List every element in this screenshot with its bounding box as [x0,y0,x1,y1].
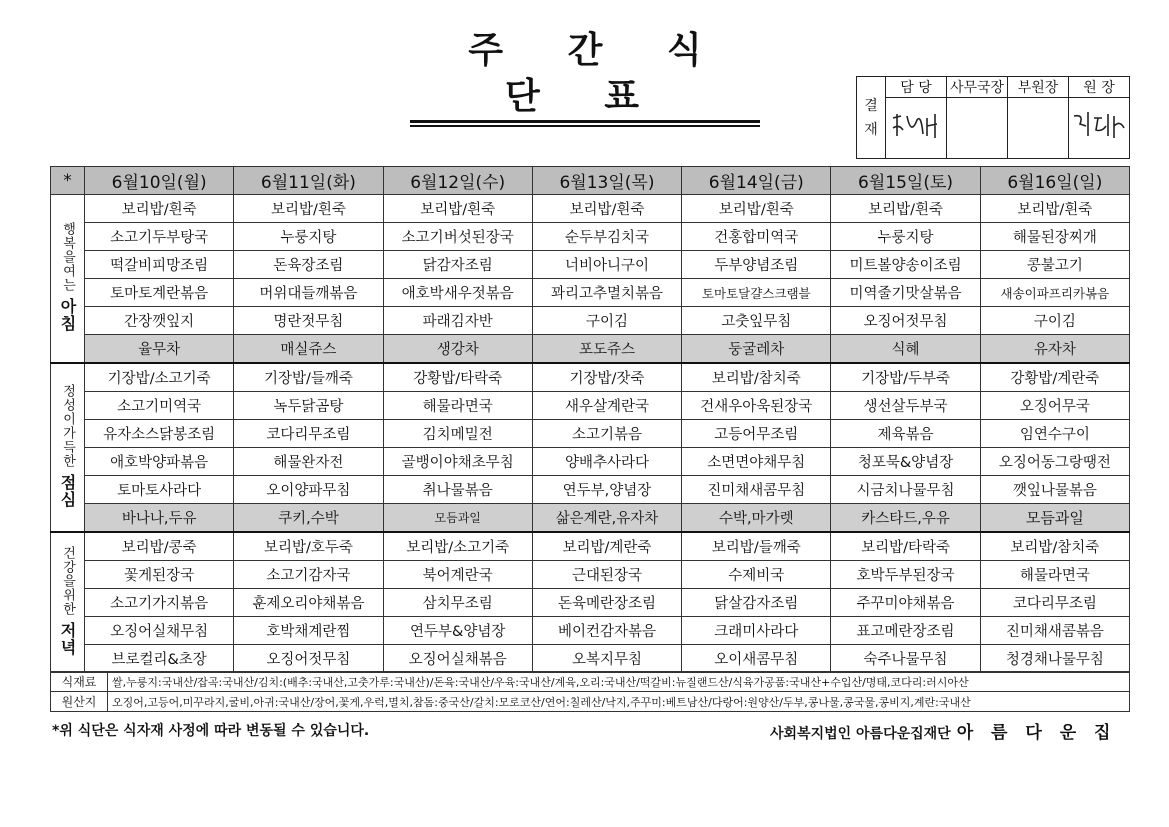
menu-item: 돈육메란장조림 [532,589,681,617]
menu-item: 고등어무조림 [682,420,831,448]
menu-item: 임연수구이 [980,420,1129,448]
snack-item: 모듬과일 [980,504,1129,533]
menu-item: 표고메란장조림 [831,617,980,645]
menu-item: 생선살두부국 [831,392,980,420]
menu-item: 오징어젓무침 [234,645,383,673]
menu-item: 머위대들깨볶음 [234,279,383,307]
organization-name [770,718,1116,743]
menu-item: 기장밥/두부죽 [831,363,980,392]
menu-item: 훈제오리야채볶음 [234,589,383,617]
menu-item: 보리밥/흰죽 [980,195,1129,223]
lunch-label [51,363,85,532]
menu-item: 보리밥/호두죽 [234,532,383,561]
page-title: 주 간 식 단 표 [410,28,760,123]
menu-item: 닭감자조림 [383,251,532,279]
lunch-row [51,476,1130,504]
dinner-row [51,532,1130,561]
menu-item: 토마토달걀스크램블 [682,279,831,307]
menu-item: 보리밥/흰죽 [831,195,980,223]
day-header: 6월15일(토) [831,167,980,195]
menu-item: 돈육장조림 [234,251,383,279]
breakfast-row [51,307,1130,335]
lunch-row [51,448,1130,476]
menu-item: 삼치무조림 [383,589,532,617]
day-header: 6월10일(월) [85,167,234,195]
approval-box [856,76,1130,159]
menu-item: 구이김 [980,307,1129,335]
menu-item: 해물라면국 [383,392,532,420]
snack-item: 수박,마가렛 [682,504,831,533]
menu-item: 청경채나물무침 [980,645,1129,673]
day-header: 6월14일(금) [682,167,831,195]
menu-item: 기장밥/들깨죽 [234,363,383,392]
menu-item: 기장밥/소고기죽 [85,363,234,392]
menu-item: 진미채새콤무침 [682,476,831,504]
dinner-row [51,617,1130,645]
menu-item: 소고기두부탕국 [85,223,234,251]
breakfast-label-main: 아침 [58,297,77,332]
breakfast-row [51,279,1130,307]
snack-item: 카스타드,우유 [831,504,980,533]
snack-item: 포도쥬스 [532,335,681,364]
menu-item: 소고기가지볶음 [85,589,234,617]
dinner-label-main: 저녁 [58,621,77,656]
breakfast-label-text [60,222,75,332]
origin-label-2: 원산지 [51,692,108,712]
snack-item: 매실쥬스 [234,335,383,364]
menu-item: 오징어무국 [980,392,1129,420]
menu-item: 보리밥/들깨죽 [682,532,831,561]
menu-item: 보리밥/참치죽 [980,532,1129,561]
menu-item: 애호박새우젓볶음 [383,279,532,307]
breakfast-row [51,195,1130,223]
menu-item: 수제비국 [682,561,831,589]
menu-item: 미트볼양송이조림 [831,251,980,279]
menu-item: 명란젓무침 [234,307,383,335]
menu-item: 주꾸미야채볶음 [831,589,980,617]
breakfast-snack-row [51,335,1130,364]
menu-item: 소고기미역국 [85,392,234,420]
snack-item: 생강차 [383,335,532,364]
menu-item: 제육볶음 [831,420,980,448]
lunch-label-sub: 정성이가득한 [60,383,75,468]
menu-item: 코다리무조림 [234,420,383,448]
menu-item: 순두부김치국 [532,223,681,251]
day-header: 6월16일(일) [980,167,1129,195]
snack-item: 둥굴레차 [682,335,831,364]
menu-item: 꽈리고추멸치볶음 [532,279,681,307]
approval-header-secretary: 사무국장 [947,77,1008,98]
menu-item: 김치메밀전 [383,420,532,448]
menu-item: 간장깻잎지 [85,307,234,335]
menu-item: 깻잎나물볶음 [980,476,1129,504]
menu-item: 해물완자전 [234,448,383,476]
menu-item: 꽃게된장국 [85,561,234,589]
menu-item: 오징어젓무침 [831,307,980,335]
menu-item: 누룽지탕 [831,223,980,251]
menu-item: 녹두닭곰탕 [234,392,383,420]
menu-item: 오징어동그랑땡전 [980,448,1129,476]
snack-item: 식혜 [831,335,980,364]
menu-item: 보리밥/흰죽 [383,195,532,223]
lunch-label-main: 점심 [58,473,77,508]
menu-item: 유자소스닭봉조림 [85,420,234,448]
day-header: 6월13일(목) [532,167,681,195]
menu-item: 크래미사라다 [682,617,831,645]
menu-item: 브로컬리&초장 [85,645,234,673]
lunch-row [51,363,1130,392]
menu-item: 보리밥/흰죽 [682,195,831,223]
snack-item: 모듬과일 [383,504,532,533]
origin-line-1: 쌀,누룽지:국내산/잡곡:국내산/김치:(배추:국내산,고춧가루:국내산)/돈육:국내산/우육:국내산/계육,오리:국내산/떡갈비:뉴질랜드산/식육가공품:국내산+수입산/명태,코다리:러시아산 [108,672,1130,692]
menu-item: 너비아니구이 [532,251,681,279]
menu-item: 떡갈비피망조림 [85,251,234,279]
menu-item: 오징어실채볶음 [383,645,532,673]
lunch-label-text [60,384,75,508]
menu-change-notice: *위 식단은 식자재 사정에 따라 변동될 수 있습니다. [52,723,370,739]
signature-manager-mark [887,106,945,146]
ingredient-origin-table [50,671,1130,712]
menu-item: 근대된장국 [532,561,681,589]
signature-secretary [947,98,1008,159]
dinner-label-text [60,546,75,656]
breakfast-row [51,223,1130,251]
menu-item: 청포묵&양념장 [831,448,980,476]
lunch-row [51,420,1130,448]
approval-label: 결 재 [857,77,886,159]
menu-item: 해물라면국 [980,561,1129,589]
menu-item: 건새우아욱된장국 [682,392,831,420]
menu-item: 토마토계란볶음 [85,279,234,307]
menu-item: 보리밥/계란죽 [532,532,681,561]
menu-item: 토마토사라다 [85,476,234,504]
menu-item: 소면면야채무침 [682,448,831,476]
dinner-label-sub: 건강을위한 [60,545,75,616]
dinner-label [51,532,85,673]
menu-item: 새송이파프리카볶음 [980,279,1129,307]
weekly-menu-table [50,166,1130,673]
organization-title: 아 름 다 운 집 [956,723,1117,743]
dinner-row [51,561,1130,589]
menu-item: 코다리무조림 [980,589,1129,617]
menu-item: 시금치나물무침 [831,476,980,504]
approval-header-manager: 담 당 [886,77,947,98]
menu-item: 보리밥/소고기죽 [383,532,532,561]
menu-item: 보리밥/흰죽 [532,195,681,223]
organization-prefix: 사회복지법인 아름다운집재단 [770,726,951,742]
lunch-row [51,392,1130,420]
breakfast-label-sub: 행복을여는 [60,221,75,292]
breakfast-label [51,195,85,364]
menu-item: 취나물볶음 [383,476,532,504]
menu-item: 연두부&양념장 [383,617,532,645]
signature-director-mark [1070,106,1128,146]
breakfast-row [51,251,1130,279]
menu-item: 보리밥/흰죽 [85,195,234,223]
snack-item: 율무차 [85,335,234,364]
menu-item: 보리밥/타락죽 [831,532,980,561]
menu-item: 새우살계란국 [532,392,681,420]
snack-item: 유자차 [980,335,1129,364]
day-header: 6월11일(화) [234,167,383,195]
menu-item: 연두부,양념장 [532,476,681,504]
origin-line-2: 오징어,고등어,미꾸라지,굴비,아귀:국내산/장어,꽃게,우럭,멸치,참돔:중국산/갈치:모로코산/연어:칠레산/낙지,주꾸미:베트남산/다랑어:원양산/두부,콩나물,콩국물,콩비지,계란:국내산 [108,692,1130,712]
menu-item: 기장밥/잣죽 [532,363,681,392]
menu-item: 누룽지탕 [234,223,383,251]
menu-item: 해물된장찌개 [980,223,1129,251]
menu-item: 호박채계란찜 [234,617,383,645]
menu-item: 오징어실채무침 [85,617,234,645]
menu-item: 소고기감자국 [234,561,383,589]
menu-item: 소고기볶음 [532,420,681,448]
menu-item: 두부양념조림 [682,251,831,279]
menu-item: 호박두부된장국 [831,561,980,589]
approval-header-vice-director: 부원장 [1008,77,1069,98]
snack-item: 삶은계란,유자차 [532,504,681,533]
corner-cell: * [51,167,85,195]
menu-item: 양배추사라다 [532,448,681,476]
menu-item: 애호박양파볶음 [85,448,234,476]
dinner-row [51,589,1130,617]
menu-item: 베이컨감자볶음 [532,617,681,645]
menu-item: 소고기버섯된장국 [383,223,532,251]
menu-item: 오복지무침 [532,645,681,673]
menu-item: 오이새콤무침 [682,645,831,673]
menu-item: 오이양파무침 [234,476,383,504]
menu-item: 보리밥/흰죽 [234,195,383,223]
menu-item: 콩불고기 [980,251,1129,279]
day-header: 6월12일(수) [383,167,532,195]
approval-header-director: 원 장 [1069,77,1130,98]
origin-label-1: 식재료 [51,672,108,692]
lunch-snack-row [51,504,1130,533]
snack-item: 쿠키,수박 [234,504,383,533]
menu-item: 미역줄기맛살볶음 [831,279,980,307]
menu-item: 파래김자반 [383,307,532,335]
menu-item: 강황밥/계란죽 [980,363,1129,392]
menu-item: 강황밥/타락죽 [383,363,532,392]
menu-item: 보리밥/참치죽 [682,363,831,392]
signature-vice-director [1008,98,1069,159]
menu-item: 구이김 [532,307,681,335]
menu-item: 건홍합미역국 [682,223,831,251]
dinner-row [51,645,1130,673]
signature-manager [886,98,947,159]
menu-item: 고춧잎무침 [682,307,831,335]
snack-item: 바나나,두유 [85,504,234,533]
menu-item: 북어계란국 [383,561,532,589]
menu-item: 닭살감자조림 [682,589,831,617]
menu-item: 보리밥/콩죽 [85,532,234,561]
menu-item: 골뱅이야채초무침 [383,448,532,476]
signature-director [1069,98,1130,159]
day-header-row [51,167,1130,195]
menu-item: 숙주나물무침 [831,645,980,673]
menu-item: 진미채새콤볶음 [980,617,1129,645]
